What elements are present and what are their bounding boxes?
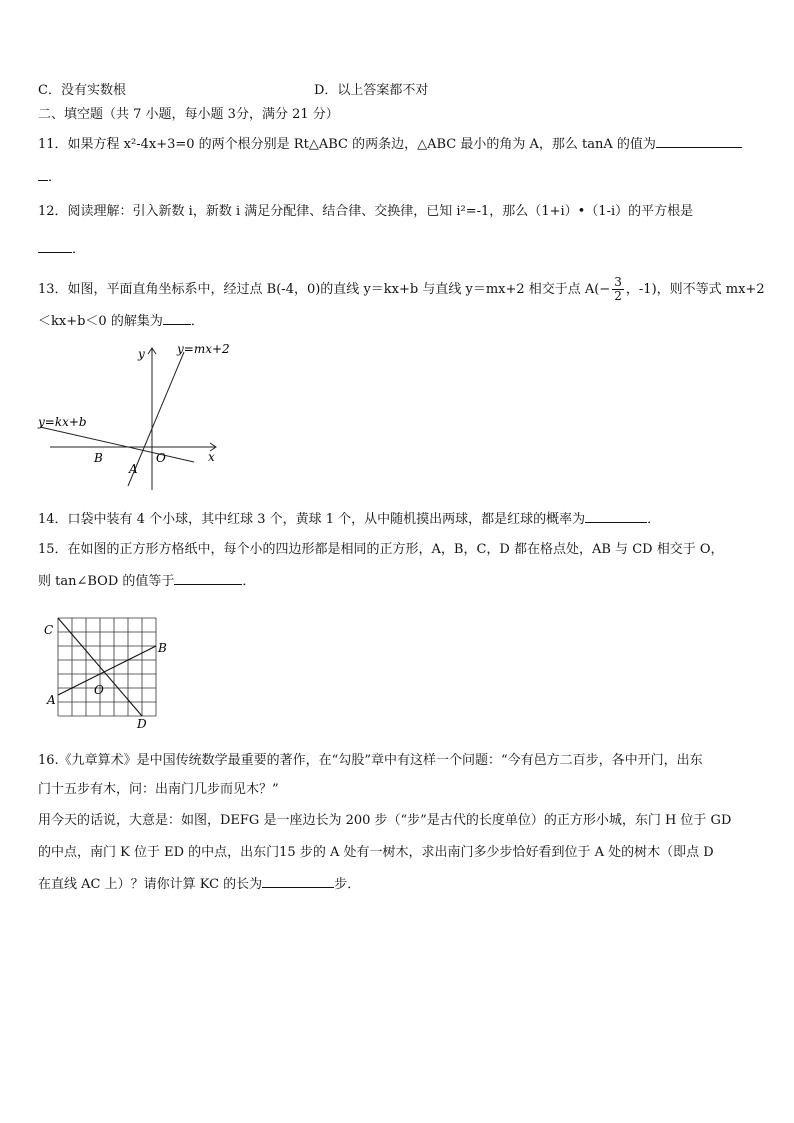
q16-line5-end: 步． — [334, 877, 361, 892]
question-12-cont — [38, 240, 85, 259]
q12-answer-blank[interactable] — [38, 240, 72, 253]
q12-end: ． — [72, 242, 86, 257]
q13-label-y: y — [138, 347, 145, 361]
question-12 — [38, 203, 693, 221]
q15-label-o: O — [94, 683, 104, 697]
q14-text: 14．口袋中装有 4 个小球，其中红球 3 个，黄球 1 个，从中随机摸出两球，都是红球的概率为 — [38, 512, 586, 527]
question-16-line1: 16.《九章算术》是中国传统数学最重要的著作，在“勾股”章中有这样一个问题：“今有邑方二百步，各中开门，出东 — [38, 753, 703, 768]
question-15 — [38, 541, 723, 559]
section-title: 二、填空题（共 7 小题，每小题 3分，满分 21 分） — [38, 107, 339, 122]
q10-option-c: C．没有实数根 — [38, 83, 126, 98]
q14-end: ． — [647, 512, 661, 527]
q13-text-b: ，-1)，则不等式 mx+2 — [625, 282, 765, 297]
q11-end: ． — [48, 170, 62, 185]
q15-label-d: D — [137, 717, 147, 731]
q11-answer-blank[interactable] — [656, 135, 742, 148]
q16-answer-blank[interactable] — [262, 875, 334, 888]
q13-frac-den: 2 — [614, 289, 622, 303]
question-16-line3: 用今天的话说，大意是：如图，DEFG 是一座边长为 200 步（“步”是古代的长度单位）的正方形小城，东门 H 位于 GD — [38, 813, 732, 828]
q13-end: ． — [190, 314, 204, 329]
q10-options-row — [38, 82, 429, 100]
q15-answer-blank[interactable] — [174, 572, 242, 585]
q12-text: 12．阅读理解：引入新数 i，新数 i 满足分配律、结合律、交换律，已知 i²=-1，那么（1+i）•（1-i）的平方根是 — [38, 204, 694, 219]
question-11-cont — [38, 168, 61, 187]
q13-label-line1: y=mx+2 — [177, 342, 230, 356]
q10-option-d: D．以上答案都不对 — [314, 83, 429, 98]
q13-line-kxb — [40, 427, 194, 462]
q15-label-b: B — [158, 641, 167, 655]
q15-grid-figure — [40, 610, 180, 735]
question-11 — [38, 135, 742, 154]
q13-frac-num: 3 — [614, 275, 622, 289]
question-16-line2: 门十五步有木，问：出南门几步而见木？” — [38, 782, 279, 797]
q14-answer-blank[interactable] — [585, 510, 647, 523]
q11-text: 11．如果方程 x²-4x+3=0 的两个根分别是 Rt△ABC 的两条边，△ABC 最小的角为 A，那么 tanA 的值为 — [38, 137, 656, 152]
q13-fraction — [612, 276, 624, 303]
question-14 — [38, 510, 660, 529]
q11-answer-blank-cont[interactable] — [38, 168, 48, 181]
q13-text-a: 13．如图，平面直角坐标系中，经过点 B(-4，0)的直线 y＝kx+b 与直线 y＝mx+2 相交于点 A(− — [38, 282, 611, 297]
q13-text-c: ＜kx+b＜0 的解集为 — [38, 314, 163, 329]
q13-label-b: B — [94, 451, 103, 465]
q15-label-c: C — [44, 623, 54, 637]
q15-label-a: A — [47, 693, 56, 707]
question-13 — [38, 276, 765, 303]
q13-label-line2: y=kx+b — [38, 415, 87, 429]
question-16-line4: 的中点，南门 K 位于 ED 的中点，出东门15 步的 A 处有一树木，求出南门多少步恰好看到位于 A 处的树木（即点 D — [38, 845, 714, 860]
q15-text-b: 则 tan∠BOD 的值等于 — [38, 574, 175, 589]
question-13-cont — [38, 312, 204, 331]
q16-line5-text: 在直线 AC 上）？请你计算 KC 的长为 — [38, 877, 263, 892]
q13-answer-blank[interactable] — [163, 312, 191, 325]
q13-label-x: x — [208, 450, 215, 464]
q13-label-a: A — [129, 462, 138, 476]
question-16-line5 — [38, 875, 360, 894]
q15-end: ． — [242, 574, 256, 589]
q13-coordinate-figure — [34, 338, 234, 498]
q15-text-a: 15．在如图的正方形方格纸中，每个小的四边形都是相同的正方形，A，B，C，D 都在格点处，AB 与 CD 相交于 O， — [38, 542, 724, 557]
q13-label-o: O — [156, 451, 166, 465]
q15-grid-lines — [58, 618, 156, 716]
question-15-cont — [38, 572, 255, 591]
